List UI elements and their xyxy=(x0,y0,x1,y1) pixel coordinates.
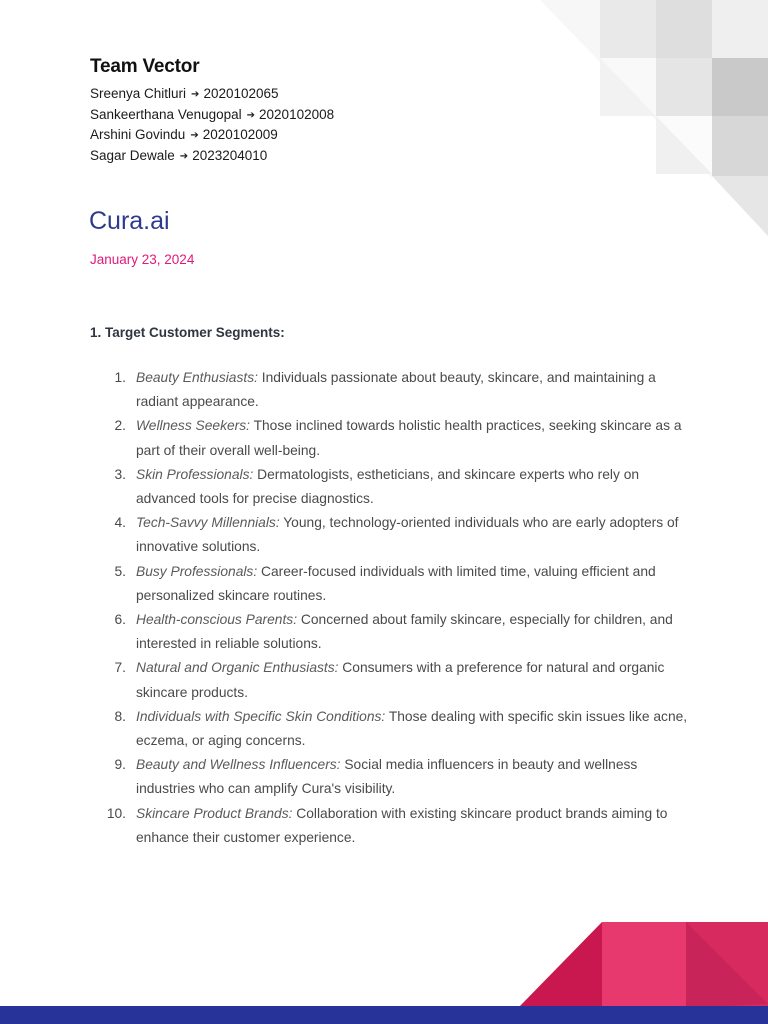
arrow-icon: ➔ xyxy=(179,150,189,162)
list-item xyxy=(108,366,688,414)
item-term: Natural and Organic Enthusiasts: xyxy=(136,660,339,676)
list-item xyxy=(108,463,688,511)
team-member-list xyxy=(90,84,334,166)
item-number: 5. xyxy=(114,563,126,579)
item-term: Health-conscious Parents: xyxy=(136,612,298,628)
item-description: Concerned about family skincare, especially for children, and interested in reliable solutions. xyxy=(136,612,673,652)
list-item xyxy=(108,753,688,801)
member-name: Sankeerthana Venugopal xyxy=(90,106,242,122)
item-term: Tech-Savvy Millennials: xyxy=(136,515,280,531)
item-number: 10. xyxy=(106,805,126,821)
corner-decoration-bottom xyxy=(0,914,768,1024)
item-description: Consumers with a preference for natural and organic skincare products. xyxy=(136,660,665,700)
arrow-icon: ➔ xyxy=(190,130,199,141)
item-number: 7. xyxy=(114,660,126,676)
list-item xyxy=(108,705,688,753)
member-id: 2020102009 xyxy=(202,127,278,142)
list-item xyxy=(108,656,688,704)
item-description: Those dealing with specific skin issues like acne, eczema, or aging concerns. xyxy=(136,708,688,749)
item-number: 1. xyxy=(114,370,126,385)
arrow-icon: ➔ xyxy=(191,89,200,100)
list-item xyxy=(108,414,688,462)
item-term: Beauty and Wellness Influencers: xyxy=(136,757,341,773)
item-description: Social media influencers in beauty and wellness industries who can amplify Cura's visibility. xyxy=(136,757,638,797)
section-heading: 1. Target Customer Segments: xyxy=(90,325,285,340)
item-term: Beauty Enthusiasts: xyxy=(136,370,258,385)
member-id: 2023204010 xyxy=(192,147,268,163)
document-date: January 23, 2024 xyxy=(90,252,195,267)
item-description: Collaboration with existing skincare product brands aiming to enhance their customer experience. xyxy=(136,805,668,845)
item-description: Individuals passionate about beauty, skincare, and maintaining a radiant appearance. xyxy=(136,370,656,410)
item-number: 4. xyxy=(114,515,126,531)
member-id: 2020102065 xyxy=(203,86,279,101)
item-number: 8. xyxy=(114,708,126,724)
team-member xyxy=(90,84,334,105)
item-term: Skincare Product Brands: xyxy=(136,805,293,821)
member-name: Arshini Govindu xyxy=(90,127,186,142)
item-term: Individuals with Specific Skin Conditions: xyxy=(136,708,386,724)
item-number: 9. xyxy=(114,757,126,773)
item-description: Dermatologists, estheticians, and skincare experts who rely on advanced tools for precise diagnostics. xyxy=(136,466,640,507)
item-description: Career-focused individuals with limited time, valuing efficient and personalized skincare routines. xyxy=(136,563,656,603)
member-name: Sagar Dewale xyxy=(90,147,175,163)
list-item xyxy=(108,802,688,850)
arrow-icon: ➔ xyxy=(246,109,256,121)
member-id: 2020102008 xyxy=(259,106,335,122)
team-member xyxy=(90,125,334,146)
member-name: Sreenya Chitluri xyxy=(90,86,187,101)
item-term: Skin Professionals: xyxy=(136,466,254,482)
item-term: Wellness Seekers: xyxy=(136,418,250,434)
item-number: 6. xyxy=(114,612,126,628)
list-item xyxy=(108,511,688,559)
item-number: 2. xyxy=(114,418,126,434)
document-title: Cura.ai xyxy=(89,207,170,235)
item-term: Busy Professionals: xyxy=(136,563,258,579)
item-description: Young, technology-oriented individuals who are early adopters of innovative solutions. xyxy=(136,515,679,555)
team-member xyxy=(90,105,334,126)
list-item xyxy=(108,560,688,608)
item-number: 3. xyxy=(114,466,126,482)
team-member xyxy=(90,146,334,167)
item-description: Those inclined towards holistic health practices, seeking skincare as a part of their overall well-being. xyxy=(136,418,682,458)
team-name: Team Vector xyxy=(90,56,200,77)
customer-segment-list xyxy=(108,366,688,850)
list-item xyxy=(108,608,688,656)
